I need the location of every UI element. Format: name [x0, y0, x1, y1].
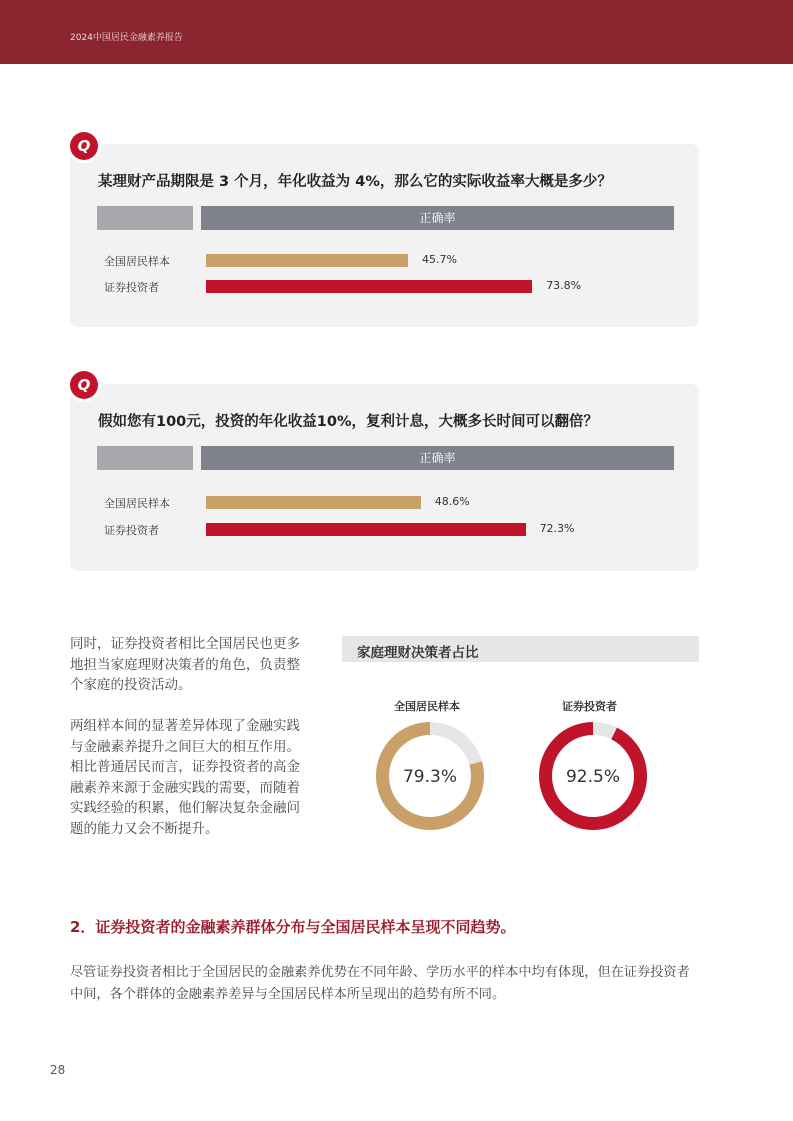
- question-text: 假如您有100元，投资的年化收益10%，复利计息，大概多长时间可以翻倍？: [98, 414, 598, 430]
- donut-arc-national: [383, 729, 478, 824]
- row-label: 证券投资者: [104, 281, 159, 294]
- section-paragraph: 尽管证券投资者相比于全国居民的金融素养优势在不同年龄、学历水平的样本中均有体现，但在证券投资者中间，各个群体的金融素养差异与全国居民样本所呈现出的趋势有所不同。: [70, 965, 690, 1002]
- page-header: [0, 0, 793, 64]
- column-header: 正确率: [201, 446, 674, 470]
- bar-national: [206, 254, 408, 267]
- donut-value: 79.3%: [402, 767, 458, 787]
- bar-value: 73.8%: [546, 279, 582, 292]
- row-label: 全国居民样本: [104, 255, 170, 268]
- report-title: 2024中国居民金融素养报告: [70, 33, 183, 43]
- bar-investors: [206, 280, 532, 293]
- donut-label-investors: 证券投资者: [562, 700, 617, 713]
- bar-value: 45.7%: [421, 253, 457, 266]
- section-heading: 2．证券投资者的金融素养群体分布与全国居民样本呈现不同趋势。: [70, 918, 516, 936]
- donut-track: [546, 729, 641, 824]
- body-paragraph-2: 两组样本间的显著差异体现了金融实践与金融素养提升之间巨大的相互作用。相比普通居民而言，证券投资者的高金融素养来源于金融实践的需要，而随着实践经验的积累，他们解决复杂金融问题的能力又会不断提升。: [70, 718, 300, 837]
- donut-label-national: 全国居民样本: [394, 700, 460, 713]
- question-card-2: [70, 384, 699, 571]
- bar-national: [206, 496, 421, 509]
- donut-arc-investors: [546, 729, 641, 824]
- row-label: 全国居民样本: [104, 497, 170, 510]
- donut-panel-title: 家庭理财决策者占比: [357, 645, 479, 661]
- bar-investors: [206, 523, 526, 536]
- donut-panel-header: [342, 636, 699, 662]
- donut-value: 92.5%: [565, 767, 621, 787]
- bar-value: 48.6%: [434, 495, 470, 508]
- column-header: 正确率: [201, 206, 674, 230]
- row-label: 证券投资者: [104, 524, 159, 537]
- donut-track: [383, 729, 478, 824]
- header-spacer: [97, 446, 193, 470]
- question-card-1: [70, 144, 699, 327]
- body-paragraph-1: 同时，证券投资者相比全国居民也更多地担当家庭理财决策者的角色，负责整个家庭的投资活动。: [70, 636, 300, 693]
- header-spacer: [97, 206, 193, 230]
- question-badge: Q: [70, 371, 98, 399]
- question-badge: Q: [70, 132, 98, 160]
- page-number: 28: [50, 1063, 66, 1077]
- question-text: 某理财产品期限是 3 个月，年化收益为 4%，那么它的实际收益率大概是多少？: [98, 174, 612, 190]
- bar-value: 72.3%: [539, 522, 575, 535]
